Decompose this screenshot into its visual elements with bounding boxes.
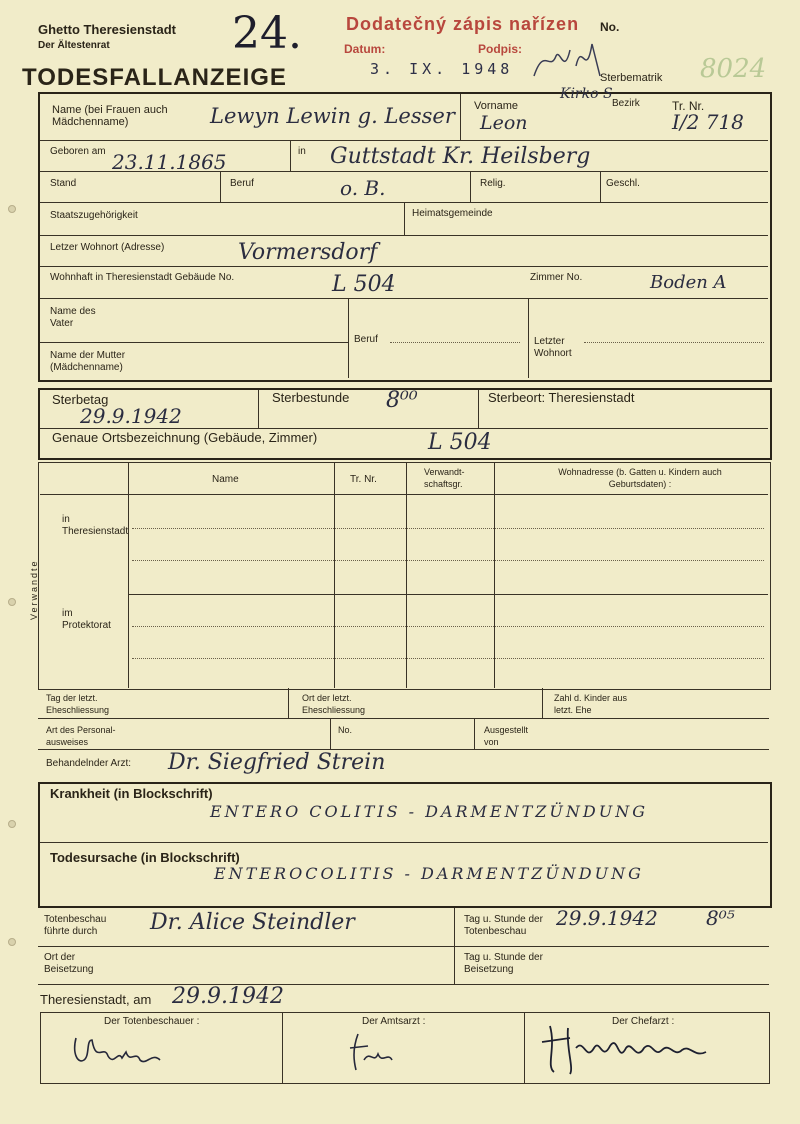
bezirk-value: Kirko S bbox=[560, 86, 613, 102]
relatives-col-verwandt: Verwandt-schaftsgr. bbox=[424, 467, 465, 489]
name-label: Name (bei Frauen auch Mädchenname) bbox=[52, 104, 168, 128]
person-section-frame bbox=[38, 92, 772, 382]
ausgestellt-label: Ausgestellt von bbox=[484, 725, 529, 747]
arzt-value: Dr. Siegfried Strein bbox=[168, 750, 386, 775]
punch-hole bbox=[8, 938, 16, 946]
punch-hole bbox=[8, 598, 16, 606]
ort-beisetzung-label: Ort der Beisetzung bbox=[44, 952, 94, 975]
in-label: in bbox=[298, 146, 306, 157]
geboren-label: Geboren am bbox=[50, 146, 106, 157]
parents-beruf-label: Beruf bbox=[354, 334, 378, 345]
ausweis-label: Art des Personal-ausweises bbox=[46, 725, 116, 747]
wohnhaft-label: Wohnhaft in Theresienstadt Gebäude No. bbox=[50, 272, 235, 283]
krankheit-label: Krankheit (in Blockschrift) bbox=[50, 786, 213, 801]
zimmer-value: Boden A bbox=[650, 272, 727, 293]
wohnhaft-value: L 504 bbox=[332, 272, 396, 297]
signature-amtsarzt bbox=[346, 1030, 406, 1074]
totenbeschau-value: Dr. Alice Steindler bbox=[150, 910, 355, 935]
zimmer-label: Zimmer No. bbox=[530, 272, 583, 283]
punch-hole bbox=[8, 820, 16, 828]
signature-totenbeschauer bbox=[70, 1030, 170, 1074]
relatives-col-name: Name bbox=[212, 474, 239, 485]
todesursache-value: ENTEROCOLITIS - DARMENTZÜNDUNG bbox=[214, 864, 644, 883]
chefarzt-sig-label: Der Chefarzt : bbox=[612, 1016, 675, 1027]
arzt-label: Behandelnder Arzt: bbox=[46, 758, 132, 769]
mutter-label: Name der Mutter (Mädchenname) bbox=[50, 350, 126, 373]
signature-chefarzt bbox=[540, 1018, 730, 1078]
ortsbezeichnung-label: Genaue Ortsbezeichnung (Gebäude, Zimmer) bbox=[52, 430, 318, 445]
datum-stamp: 3. IX. 1948 bbox=[370, 60, 514, 78]
relig-label: Relig. bbox=[480, 178, 506, 189]
relatives-row-protektorat: im Protektorat bbox=[62, 608, 111, 631]
podpis-label: Podpis: bbox=[478, 42, 522, 56]
signature-mark-header bbox=[530, 36, 610, 86]
tr-nr-label: Tr. Nr. bbox=[672, 99, 705, 113]
stunde-totenbeschau-value: 8⁰⁵ bbox=[706, 906, 735, 930]
sterbestunde-value: 8⁰⁰ bbox=[386, 388, 418, 413]
todesursache-label: Todesursache (in Blockschrift) bbox=[50, 850, 240, 865]
ausweis-no-label: No. bbox=[338, 725, 353, 735]
sterbeort-label: Sterbeort: Theresienstadt bbox=[488, 390, 635, 405]
vorname-label: Vorname bbox=[474, 100, 519, 112]
czech-note: Dodatečný zápis nařízen bbox=[346, 14, 580, 34]
wohnort-value: Vormersdorf bbox=[238, 240, 378, 265]
ort-datum-value: 29.9.1942 bbox=[172, 984, 284, 1009]
wohnort-label: Letzer Wohnort (Adresse) bbox=[50, 242, 165, 253]
krankheit-value: ENTERO COLITIS - DARMENTZÜNDUNG bbox=[210, 802, 648, 821]
relatives-table bbox=[38, 462, 771, 690]
ortsbezeichnung-value: L 504 bbox=[428, 430, 492, 455]
punch-hole bbox=[8, 205, 16, 213]
datum-label: Datum: bbox=[344, 42, 386, 56]
geboren-value: 23.11.1865 bbox=[112, 150, 227, 174]
relatives-side-label: Verwandte bbox=[29, 559, 39, 620]
relatives-col-wohn: Wohnadresse (b. Gatten u. Kindern auch Geburtsdaten) : bbox=[558, 467, 722, 489]
ort-datum-label: Theresienstadt, am bbox=[40, 992, 152, 1007]
relatives-row-theresienstadt: in Theresienstadt bbox=[62, 514, 129, 537]
kinder-label: Zahl d. Kinder aus letzt. Ehe bbox=[554, 693, 628, 715]
letzter-wohnort-label: Letzter Wohnort bbox=[534, 336, 572, 359]
document-title: TODESFALLANZEIGE bbox=[22, 64, 287, 91]
geschl-label: Geschl. bbox=[606, 178, 640, 189]
in-value: Guttstadt Kr. Heilsberg bbox=[330, 144, 591, 169]
tag-beisetzung-label: Tag u. Stunde der Beisetzung bbox=[464, 952, 543, 975]
bezirk-label: Bezirk bbox=[612, 98, 640, 109]
tr-nr-value: I/2 718 bbox=[672, 110, 744, 134]
tag-totenbeschau-label: Tag u. Stunde der Totenbeschau bbox=[464, 914, 543, 937]
staats-label: Staatszugehörigkeit bbox=[50, 210, 138, 221]
org-council: Der Ältestenrat bbox=[38, 40, 110, 51]
sterbestunde-label: Sterbestunde bbox=[272, 390, 350, 405]
relatives-col-trnr: Tr. Nr. bbox=[350, 474, 377, 485]
big-number: 24. bbox=[232, 8, 302, 59]
stand-label: Stand bbox=[50, 178, 77, 189]
vorname-value: Leon bbox=[480, 112, 528, 134]
tag-totenbeschau-value: 29.9.1942 bbox=[556, 906, 658, 930]
name-value: Lewyn Lewin g. Lesser bbox=[210, 104, 455, 128]
beruf-label: Beruf bbox=[230, 178, 254, 189]
ehe-ort-label: Ort der letzt. Eheschliessung bbox=[302, 693, 366, 715]
heimat-label: Heimatsgemeinde bbox=[412, 208, 493, 219]
no-label: No. bbox=[600, 20, 620, 34]
totenbeschau-label: Totenbeschau führte durch bbox=[44, 914, 107, 937]
sterbematrik-number: 8024 bbox=[700, 54, 767, 84]
org-name: Ghetto Theresienstadt bbox=[38, 22, 176, 37]
sterbematrik-label: Sterbematrik bbox=[600, 72, 663, 84]
totenbeschauer-sig-label: Der Totenbeschauer : bbox=[104, 1016, 200, 1027]
amtsarzt-sig-label: Der Amtsarzt : bbox=[362, 1016, 426, 1027]
vater-label: Name des Vater bbox=[50, 306, 96, 329]
sterbetag-label: Sterbetag bbox=[52, 392, 109, 407]
beruf-value: o. B. bbox=[340, 176, 386, 200]
sterbetag-value: 29.9.1942 bbox=[80, 404, 182, 428]
ehe-tag-label: Tag der letzt. Eheschliessung bbox=[46, 693, 110, 715]
